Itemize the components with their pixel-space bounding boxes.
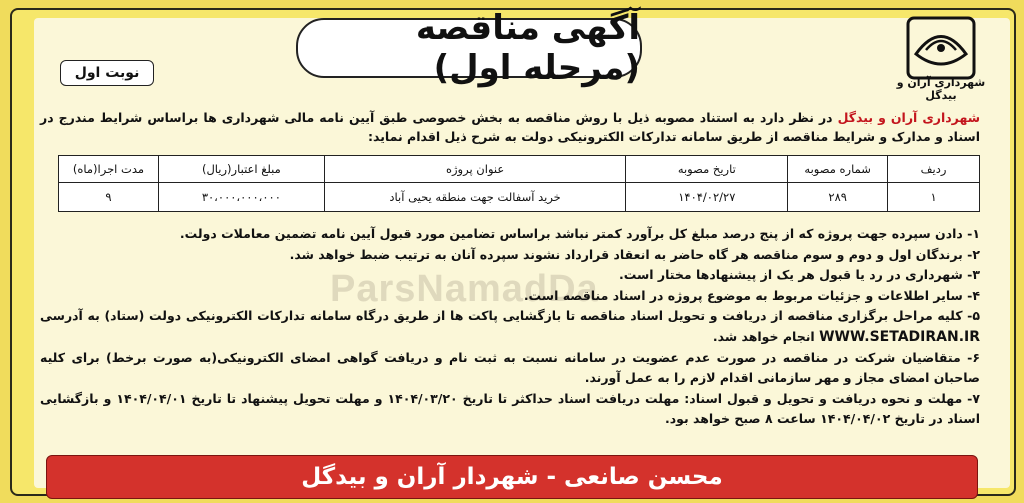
col-header-row-number: ردیف <box>888 156 980 183</box>
col-header-credit-amount: مبلغ اعتبار(ریال) <box>158 156 324 183</box>
tender-table <box>58 155 980 212</box>
page-title: آگهی مناقصه (مرحله اول) <box>415 8 640 88</box>
col-header-resolution-number: شماره مصوبه <box>788 156 888 183</box>
col-header-resolution-date: تاریخ مصوبه <box>626 156 788 183</box>
condition-item-5 <box>40 306 980 347</box>
cell-credit-amount: ۳۰،۰۰۰،۰۰۰،۰۰۰ <box>158 183 324 212</box>
intro-text: در نظر دارد به استناد مصوبه ذیل با روش مناقصه به بخش خصوصی طبق آیین نامه مالی شهرداری ها براساس شرایط مندرج در اسناد و مدارک و شرایط مناقصه از طریق سامانه تدارکات الکترونیکی دولت به شرح ذیل اقدام نماید: <box>40 110 980 144</box>
condition-item-1: ۱- دادن سپرده جهت پروژه که از پنج درصد مبلغ کل برآورد کمتر نباشد براساس تضامین مورد قبول آیین نامه تضمین معاملات دولت. <box>179 226 980 241</box>
signature-footer <box>46 455 978 499</box>
cell-resolution-number: ۲۸۹ <box>788 183 888 212</box>
cell-row-number: ۱ <box>888 183 980 212</box>
table-row <box>59 183 980 212</box>
condition-item-6: ۶- متقاضیان شرکت در مناقصه در صورت عدم عضویت در سامانه نسبت به ثبت نام و دریافت گواهی امضای الکترونیکی(به صورت برخط) برای کلیه صاحبان امضای مجاز و مهر سازمانی اقدام لازم را به عمل آورند. <box>40 349 980 386</box>
conditions-list <box>40 224 980 430</box>
org-name: شهرداری آران و بیدگل <box>837 110 980 125</box>
condition-item-3: ۳- شهرداری در رد یا قبول هر یک از پیشنهادها مختار است. <box>618 267 980 283</box>
condition-item-7: ۷- مهلت و نحوه دریافت و تحویل و قبول اسناد: مهلت دریافت اسناد حداکثر تا تاریخ ۱۴۰۴/۰۳/۲۰ و مهلت تحویل پیشنهاد تا تاریخ ۱۴۰۴/۰۴/۰۱ و بازگشایی اسناد در تاریخ ۱۴۰۴/۰۴/۰۲ ساعت ۸ صبح خواهد بود. <box>40 390 980 427</box>
title-banner <box>296 8 642 88</box>
condition-item-5-end: انجام خواهد شد. <box>712 328 815 344</box>
cell-project-title: خرید آسفالت جهت منطقه یحیی آباد <box>324 183 626 212</box>
mayor-signature: محسن صانعی - شهردار آران و بیدگل <box>301 464 723 490</box>
col-header-duration: مدت اجرا(ماه) <box>59 156 159 183</box>
condition-item-2: ۲- برندگان اول و دوم و سوم مناقصه هر گاه حاضر به انعقاد قرارداد نشوند سپرده آنان به ترتیب ضبط خواهد شد. <box>289 246 980 262</box>
table-header-row <box>59 156 980 183</box>
condition-item-4: ۴- سایر اطلاعات و جزئیات مربوط به موضوع پروژه در اسناد مناقصه است. <box>523 287 980 303</box>
cell-resolution-date: ۱۴۰۴/۰۲/۲۷ <box>626 183 788 212</box>
round-badge: نوبت اول <box>60 60 154 86</box>
cell-duration: ۹ <box>59 183 159 212</box>
col-header-project-title: عنوان پروژه <box>324 156 626 183</box>
condition-item-5-text: ۵- کلیه مراحل برگزاری مناقصه از دریافت و تحویل اسناد مناقصه تا بازگشایی پاکت ها از طریق درگاه سامانه تدارکات الکترونیکی دولت (ستاد) به آدرسی <box>40 308 980 324</box>
watermark: ParsNamadDa <box>330 268 599 310</box>
logo-caption: شهرداری آران و بیدگل <box>896 76 986 102</box>
intro-paragraph <box>40 108 980 146</box>
setad-url-link[interactable]: WWW.SETADIRAN.IR <box>819 328 980 345</box>
